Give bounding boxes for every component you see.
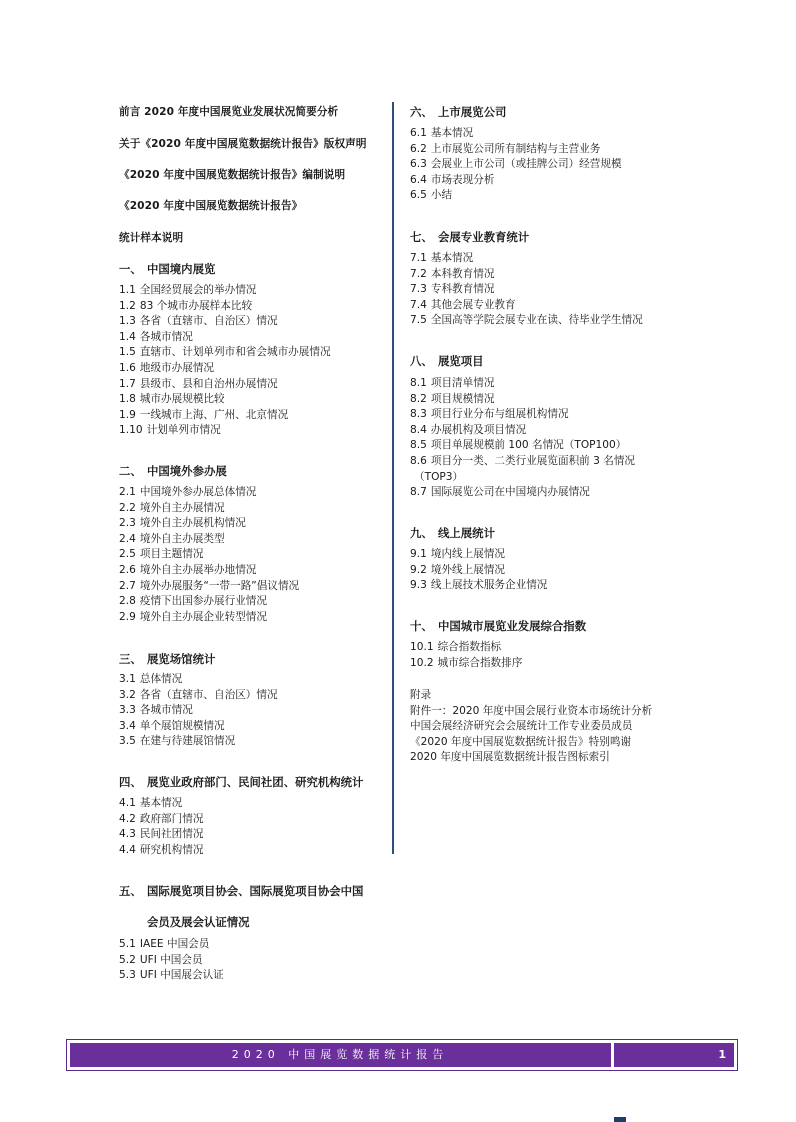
item-number: 2.7 (119, 579, 136, 592)
toc-item[interactable] (119, 827, 203, 843)
section-number: 十、 (410, 619, 433, 633)
item-title: 其他会展专业教育 (430, 298, 516, 311)
toc-item[interactable] (410, 142, 622, 158)
footer-title: 2020 中国展览数据统计报告 (231, 1048, 449, 1061)
item-number: 4.1 (119, 797, 136, 809)
item-title: 项目主题情况 (139, 548, 204, 561)
item-number: 8.3 (410, 408, 427, 421)
item-number: 6.3 (410, 158, 427, 171)
appendix-block (410, 688, 652, 766)
toc-item[interactable] (119, 812, 203, 828)
section-title: 展览业政府部门、民间社团、研究机构统计 (147, 775, 364, 789)
toc-item[interactable] (410, 282, 643, 298)
item-title: 办展机构及项目情况 (430, 423, 527, 436)
item-title: 政府部门情况 (139, 812, 204, 825)
item-title: 市场表现分析 (430, 173, 495, 186)
toc-item[interactable] (119, 937, 224, 953)
item-title: 境外自主办展企业转型情况 (139, 610, 267, 623)
item-number: 8.4 (410, 423, 427, 436)
section-9-list (410, 547, 547, 594)
toc-item[interactable] (410, 126, 622, 142)
item-title: 境外办展服务“一带一路”倡议情况 (139, 579, 300, 592)
item-number: 1.1 (119, 284, 136, 296)
item-number: 7.5 (410, 314, 427, 327)
toc-item[interactable] (119, 719, 278, 735)
toc-item[interactable] (410, 656, 522, 672)
toc-item[interactable] (410, 267, 643, 283)
item-number: 2.1 (119, 486, 136, 498)
toc-item[interactable] (119, 968, 224, 984)
item-number: 6.2 (410, 142, 427, 155)
item-number: 1.4 (119, 330, 136, 343)
report-heading[interactable]: 《2020 年度中国展览数据统计报告》 (119, 200, 303, 212)
toc-item[interactable] (119, 532, 299, 548)
toc-item[interactable] (119, 688, 278, 704)
section-number: 四、 (119, 775, 142, 789)
item-title: 各省（直辖市、自治区）情况 (139, 315, 278, 328)
toc-item[interactable] (410, 640, 522, 656)
section-number: 五、 (119, 884, 142, 898)
item-number: 5.2 (119, 953, 136, 966)
item-title: 基本情况 (430, 252, 474, 264)
toc-item[interactable] (119, 283, 331, 299)
item-title: 城市综合指数排序 (437, 656, 523, 669)
appendix-item[interactable]: 中国会展经济研究会会展统计工作专业委员成员 (410, 720, 633, 733)
item-number: 5.3 (119, 969, 136, 982)
item-title: 全国高等学院会展专业在读、待毕业学生情况 (430, 314, 643, 327)
item-number: 10.1 (410, 641, 434, 653)
toc-item[interactable] (119, 734, 278, 750)
item-number: 3.3 (119, 704, 136, 717)
item-number: 4.4 (119, 843, 136, 856)
item-number: 2.3 (119, 517, 136, 530)
item-number: 7.3 (410, 283, 427, 296)
toc-item[interactable] (410, 251, 643, 267)
item-title: 境外自主办展举办地情况 (139, 563, 257, 576)
item-title: 综合指数指标 (437, 641, 502, 653)
item-number: 3.1 (119, 673, 136, 685)
toc-item[interactable] (119, 703, 278, 719)
item-title: 项目单展规模前 100 名情况（TOP100） (430, 439, 627, 452)
section-8-heading[interactable] (410, 353, 484, 369)
item-number: 7.4 (410, 298, 427, 311)
toc-item[interactable] (119, 314, 331, 330)
item-title: 计划单列市情况 (146, 424, 221, 437)
toc-item[interactable] (410, 454, 635, 470)
appendix-item[interactable]: 2020 年度中国展览数据统计报告图标索引 (410, 751, 610, 764)
item-title: 全国经贸展会的举办情况 (139, 284, 257, 296)
section-5-heading[interactable] (119, 883, 363, 899)
item-number: 1.8 (119, 393, 136, 406)
item-number: 2.6 (119, 563, 136, 576)
item-title: 单个展馆规模情况 (139, 719, 225, 732)
item-number: 6.1 (410, 127, 427, 139)
item-title: 地级市办展情况 (139, 361, 215, 374)
toc-item[interactable] (119, 547, 299, 563)
corner-mark (614, 1117, 626, 1122)
item-title: 基本情况 (139, 797, 183, 809)
item-title: 境外自主办展类型 (139, 532, 225, 545)
item-number: 8.1 (410, 377, 427, 389)
item-title: 民间社团情况 (139, 828, 204, 841)
item-number: 6.5 (410, 189, 427, 202)
toc-item[interactable] (410, 423, 635, 439)
section-number: 八、 (410, 354, 433, 368)
section-3-heading[interactable] (119, 651, 215, 667)
section-4-heading[interactable] (119, 774, 363, 790)
item-title: 83 个城市办展样本比较 (139, 299, 253, 312)
appendix-label: 附录 (410, 689, 432, 701)
section-title: 中国境内展览 (147, 262, 216, 276)
section-title: 中国城市展览业发展综合指数 (438, 619, 587, 633)
item-number: 2.5 (119, 548, 136, 561)
item-title: 境外线上展情况 (430, 563, 506, 576)
toc-item[interactable] (119, 843, 203, 859)
item-number: 8.6 (410, 454, 427, 467)
item-number: 5.1 (119, 938, 136, 950)
toc-item[interactable] (410, 547, 547, 563)
copyright-heading[interactable]: 关于《2020 年度中国展览数据统计报告》版权声明 (119, 138, 367, 150)
section-number: 七、 (410, 230, 433, 244)
item-title: 上市展览公司所有制结构与主营业务 (430, 142, 601, 155)
item-number: 8.5 (410, 439, 427, 452)
toc-item[interactable] (410, 298, 643, 314)
item-title: UFI 中国展会认证 (139, 969, 224, 982)
toc-item[interactable] (119, 672, 278, 688)
section-8-list (410, 376, 635, 501)
toc-item[interactable] (119, 953, 224, 969)
section-7-list (410, 251, 643, 329)
section-1-heading[interactable] (119, 261, 215, 277)
item-title: 项目分一类、二类行业展览面积前 3 名情况 (430, 454, 636, 467)
item-number: 7.2 (410, 267, 427, 280)
toc-item[interactable] (410, 173, 622, 189)
item-title: 总体情况 (139, 673, 183, 685)
toc-item[interactable] (410, 438, 635, 454)
item-title: 项目清单情况 (430, 377, 495, 389)
column-divider (392, 102, 394, 854)
item-title: 在建与待建展馆情况 (139, 735, 236, 748)
item-number: 4.2 (119, 812, 136, 825)
item-number: 3.4 (119, 719, 136, 732)
item-number: 4.3 (119, 828, 136, 841)
appendix-item[interactable]: 附件一：2020 年度中国会展行业资本市场统计分析 (410, 704, 653, 717)
item-number: 3.5 (119, 735, 136, 748)
toc-item[interactable] (119, 579, 299, 595)
item-title: 国际展览公司在中国境内办展情况 (430, 486, 590, 499)
toc-item[interactable] (410, 376, 635, 392)
toc-item[interactable] (410, 578, 547, 594)
section-2-list (119, 485, 299, 625)
item-title: 城市办展规模比较 (139, 393, 225, 406)
toc-item[interactable] (119, 330, 331, 346)
item-title: 小结 (430, 189, 453, 202)
item-number: 7.1 (410, 252, 427, 264)
item-number: 1.2 (119, 299, 136, 312)
item-number: 3.2 (119, 688, 136, 701)
page-footer (66, 1039, 738, 1071)
item-number: 6.4 (410, 173, 427, 186)
item-title: 基本情况 (430, 127, 474, 139)
toc-item[interactable] (410, 392, 635, 408)
item-number: 2.9 (119, 610, 136, 623)
section-number: 六、 (410, 105, 433, 119)
item-number: 2.8 (119, 595, 136, 608)
section-title: 展览项目 (438, 354, 484, 368)
section-6-list (410, 126, 622, 204)
footer-bar (70, 1043, 734, 1067)
section-10-list (410, 640, 522, 671)
item-number: 10.2 (410, 656, 434, 669)
section-7-heading[interactable] (410, 229, 529, 245)
section-number: 三、 (119, 652, 142, 666)
section-1-list (119, 283, 331, 439)
item-number: 9.1 (410, 548, 427, 560)
section-3-list (119, 672, 278, 750)
toc-item[interactable] (119, 485, 299, 501)
item-title: 各省（直辖市、自治区）情况 (139, 688, 278, 701)
item-title: UFI 中国会员 (139, 953, 203, 966)
item-title: 中国境外参办展总体情况 (139, 486, 257, 498)
section-title: 线上展统计 (438, 526, 495, 540)
item-number: 1.7 (119, 377, 136, 390)
section-title: 国际展览项目协会、国际展览项目协会中国 (147, 884, 364, 898)
item-number: 9.3 (410, 579, 427, 592)
item-number: 1.9 (119, 408, 136, 421)
toc-item[interactable] (119, 361, 331, 377)
toc-item[interactable] (119, 796, 203, 812)
toc-item[interactable] (410, 485, 635, 501)
toc-item[interactable] (410, 407, 635, 423)
toc-item[interactable] (410, 563, 547, 579)
item-title: 项目规模情况 (430, 392, 495, 405)
toc-item[interactable] (119, 423, 331, 439)
section-title: 展览场馆统计 (147, 652, 216, 666)
item-title: （TOP3） (414, 470, 464, 483)
toc-item[interactable] (119, 610, 299, 626)
item-title: 县级市、县和自治州办展情况 (139, 377, 278, 390)
item-title: 各城市情况 (139, 704, 193, 717)
section-5-heading-continued[interactable]: 会员及展会认证情况 (147, 915, 250, 929)
item-title: 专科教育情况 (430, 283, 495, 296)
item-title: 直辖市、计划单列市和省会城市办展情况 (139, 346, 331, 359)
item-title: 会展业上市公司（或挂牌公司）经营规模 (430, 158, 622, 171)
item-number: 1.5 (119, 346, 136, 359)
item-title: 各城市情况 (139, 330, 193, 343)
section-9-heading[interactable] (410, 525, 495, 541)
item-title: 境内线上展情况 (430, 548, 506, 560)
item-title: 研究机构情况 (139, 843, 204, 856)
preface-heading[interactable]: 前言 2020 年度中国展览业发展状况简要分析 (119, 106, 339, 118)
toc-item[interactable] (119, 299, 331, 315)
compilation-note-heading[interactable]: 《2020 年度中国展览数据统计报告》编制说明 (119, 169, 346, 181)
section-number: 一、 (119, 262, 142, 276)
toc-item[interactable] (410, 313, 643, 329)
section-4-list (119, 796, 203, 858)
section-10-heading[interactable] (410, 618, 586, 634)
footer-separator (611, 1043, 614, 1067)
toc-item[interactable] (119, 516, 299, 532)
item-number: 2.2 (119, 501, 136, 514)
toc-item[interactable] (119, 501, 299, 517)
toc-item[interactable] (119, 392, 331, 408)
toc-item[interactable] (119, 594, 299, 610)
item-title: IAEE 中国会员 (139, 938, 210, 950)
item-title: 线上展技术服务企业情况 (430, 579, 548, 592)
section-6-heading[interactable] (410, 104, 506, 120)
item-title: 境外自主办展情况 (139, 501, 225, 514)
item-title: 境外自主办展机构情况 (139, 517, 246, 530)
section-title: 上市展览公司 (438, 105, 507, 119)
item-number: 2.4 (119, 532, 136, 545)
item-number: 1.6 (119, 361, 136, 374)
item-number: 8.7 (410, 486, 427, 499)
item-number: 1.10 (119, 424, 143, 437)
section-title: 会展专业教育统计 (438, 230, 530, 244)
page-number: 1 (718, 1048, 726, 1061)
toc-item[interactable] (119, 408, 331, 424)
toc-item[interactable] (119, 563, 299, 579)
item-title: 一线城市上海、广州、北京情况 (139, 408, 289, 421)
section-number: 九、 (410, 526, 433, 540)
item-title: 项目行业分布与组展机构情况 (430, 408, 569, 421)
item-number: 9.2 (410, 563, 427, 576)
item-number: 8.2 (410, 392, 427, 405)
toc-item[interactable] (410, 157, 622, 173)
item-number: 1.3 (119, 315, 136, 328)
section-number: 二、 (119, 464, 142, 478)
toc-item-continued[interactable] (410, 470, 635, 486)
section-5-list (119, 937, 224, 984)
section-2-heading[interactable] (119, 463, 227, 479)
item-title: 本科教育情况 (430, 267, 495, 280)
toc-item[interactable] (119, 345, 331, 361)
toc-item[interactable] (410, 188, 622, 204)
sample-note-heading[interactable]: 统计样本说明 (119, 232, 184, 244)
appendix-item[interactable]: 《2020 年度中国展览数据统计报告》特别鸣谢 (410, 735, 632, 748)
section-title: 中国境外参办展 (147, 464, 227, 478)
item-title: 疫情下出国参办展行业情况 (139, 595, 267, 608)
toc-item[interactable] (119, 377, 331, 393)
